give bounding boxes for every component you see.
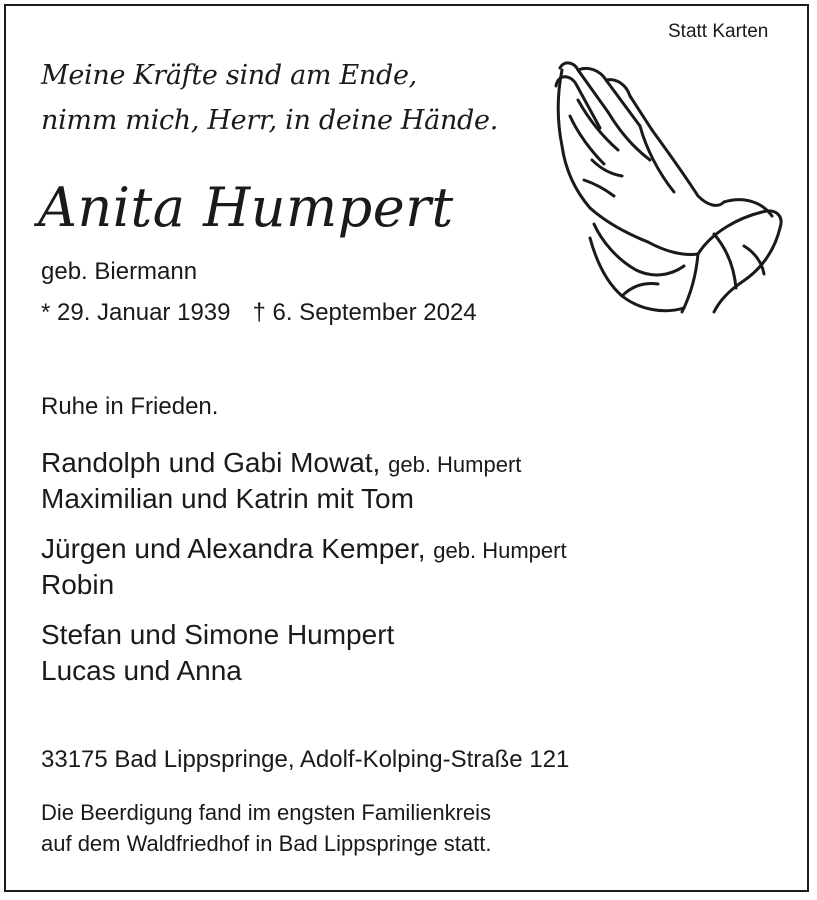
family-names: Lucas und Anna (41, 655, 242, 686)
family-names: Maximilian und Katrin mit Tom (41, 483, 414, 514)
born-name: geb. Biermann (41, 258, 198, 285)
top-note: Statt Karten (668, 21, 769, 42)
family-names: Robin (41, 569, 115, 600)
family-line (41, 447, 521, 479)
address: 33175 Bad Lippspringe, Adolf-Kolping-Straße 121 (41, 746, 570, 773)
family-names: Randolph und Gabi Mowat, (41, 447, 381, 478)
burial-info-line-2: auf dem Waldfriedhof in Bad Lippspringe statt. (41, 831, 492, 856)
birth-date: * 29. Januar 1939 (41, 299, 231, 326)
family-line (41, 655, 242, 687)
death-date: † 6. September 2024 (252, 299, 477, 326)
family-note: geb. Humpert (388, 452, 522, 477)
family-line (41, 533, 567, 565)
life-dates (41, 299, 477, 327)
deceased-name: Anita Humpert (38, 176, 454, 239)
family-names: Stefan und Simone Humpert (41, 619, 395, 650)
closing-phrase: Ruhe in Frieden. (41, 393, 219, 420)
family-names: Jürgen und Alexandra Kemper, (41, 533, 426, 564)
family-note: geb. Humpert (433, 538, 567, 563)
verse-line-1: Meine Kräfte sind am Ende, (41, 60, 417, 91)
family-line (41, 569, 114, 601)
praying-hands-icon (548, 56, 786, 318)
family-line (41, 619, 394, 651)
verse-line-2: nimm mich, Herr, in deine Hände. (41, 105, 498, 136)
burial-info-line-1: Die Beerdigung fand im engsten Familienkreis (41, 800, 492, 825)
family-line (41, 483, 414, 515)
